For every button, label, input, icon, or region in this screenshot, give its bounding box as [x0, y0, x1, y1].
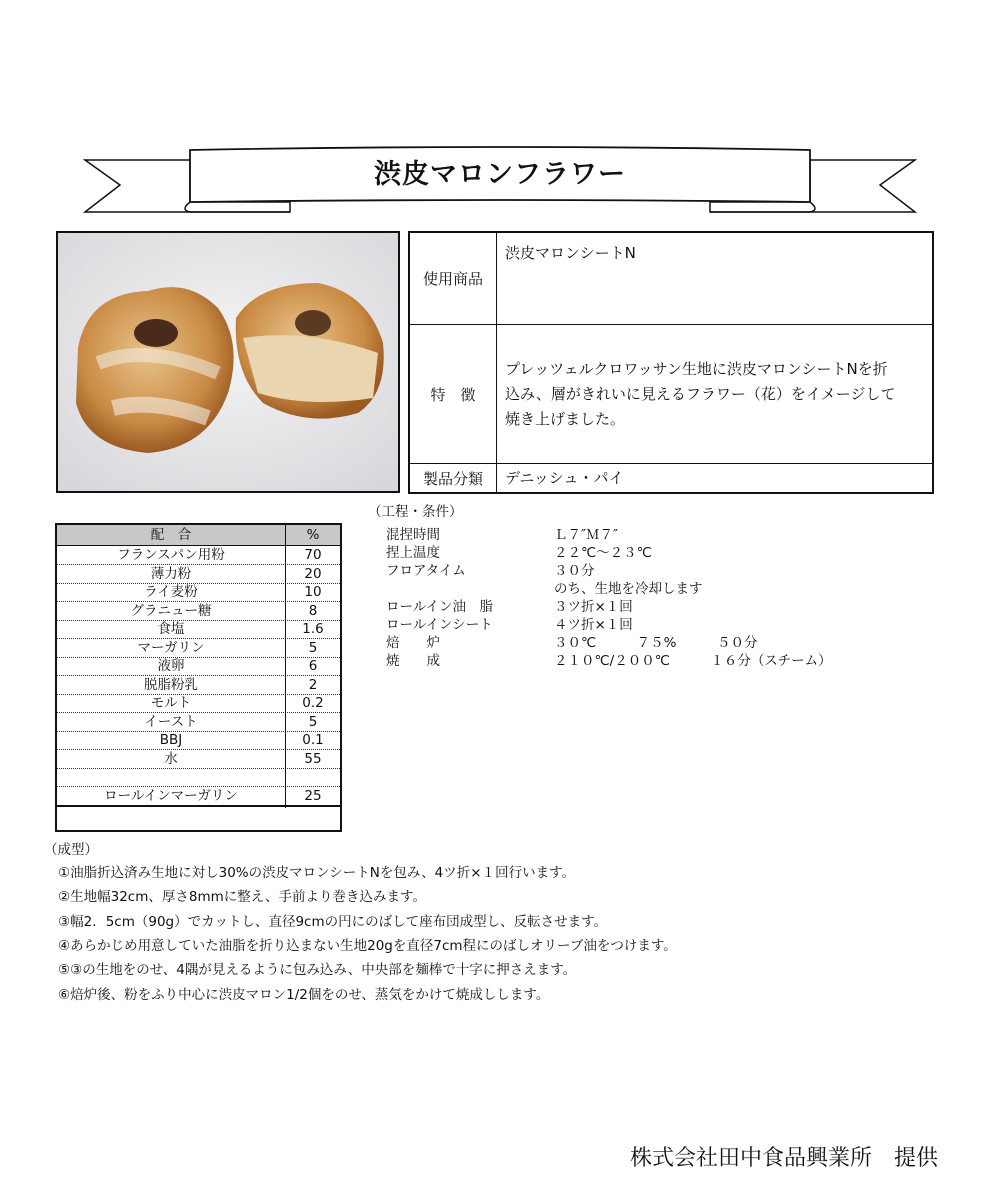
process-value: Ｌ７″Ｍ７″: [554, 527, 619, 543]
category-label: 製品分類: [409, 464, 497, 493]
feature-line: プレッツェルクロワッサン生地に渋皮マロンシートNを折: [505, 360, 888, 379]
process-key: ロールイン油 脂: [386, 599, 494, 615]
recipe-row: [57, 676, 340, 695]
forming-step: ③幅2．5cm（90g）でカットし、直径9cmの円にのばして座布団成型し、反転させます。: [58, 913, 608, 930]
product-value: 渋皮マロンシートN: [497, 232, 934, 325]
process-value: ２１０℃/２００℃ １６分（スチーム）: [554, 653, 832, 669]
recipe-percent: 20: [304, 565, 322, 582]
recipe-ingredient: BBJ: [159, 732, 183, 748]
recipe-row: [57, 731, 340, 750]
recipe-percent: 0.2: [302, 695, 324, 711]
recipe-row: [57, 620, 340, 639]
recipe-row: [57, 583, 340, 602]
process-key: フロアタイム: [386, 563, 466, 579]
feature-label: 特 徴: [409, 325, 497, 464]
recipe-ingredient: ライ麦粉: [144, 584, 198, 600]
recipe-percent: 6: [308, 658, 318, 674]
recipe-table: [55, 523, 342, 832]
forming-step: ⑥焙炉後、粉をふり中心に渋皮マロン1/2個をのせ、蒸気をかけて焼成しします。: [58, 986, 550, 1003]
process-key: 焼 成: [386, 653, 440, 669]
recipe-row: [57, 694, 340, 713]
process-key: ロールインシート: [386, 617, 493, 633]
forming-step: ②生地幅32cm、厚さ8mmに整え、手前より巻き込みます。: [58, 889, 426, 906]
feature-text: [497, 325, 934, 464]
forming-title: （成型）: [44, 842, 98, 858]
recipe-percent: 55: [304, 750, 322, 767]
recipe-ingredient: モルト: [150, 695, 192, 711]
recipe-header-name: 配 合: [150, 527, 192, 543]
recipe-percent: 0.1: [302, 732, 324, 748]
product-label: 使用商品: [409, 232, 497, 325]
recipe-row: [57, 657, 340, 676]
recipe-ingredient: ロールインマーガリン: [104, 787, 238, 804]
recipe-row: [57, 639, 340, 658]
recipe-ingredient: マーガリン: [137, 639, 205, 656]
forming-step: ④あらかじめ用意していた油脂を折り込まない生地20gを直径7cm程にのばしオリーブ油をつけます。: [58, 937, 677, 954]
process-value: ３０分: [554, 563, 595, 579]
feature-line: 焼き上げました。: [505, 410, 626, 429]
recipe-percent: 5: [308, 639, 318, 656]
process-value: ３ツ折×１回: [554, 599, 633, 615]
recipe-row: [57, 787, 340, 805]
recipe-percent: 25: [304, 787, 322, 804]
recipe-ingredient: 薄力粉: [150, 565, 192, 582]
product-info-table: [408, 231, 934, 494]
category-value: デニッシュ・パイ: [497, 464, 934, 493]
recipe-percent: 8: [308, 602, 318, 619]
process-value: のち、生地を冷却します: [554, 581, 703, 597]
page-title: 渋皮マロンフラワー: [374, 159, 626, 190]
credit-text: 株式会社田中食品興業所 提供: [630, 1146, 939, 1171]
recipe-percent: 10: [304, 584, 322, 600]
process-value: ２２℃～２３℃: [554, 545, 652, 561]
recipe-percent: 1.6: [302, 621, 324, 637]
recipe-ingredient: 液卵: [157, 658, 185, 674]
process-value: ３０℃ ７５% ５０分: [554, 635, 758, 651]
recipe-percent: 70: [304, 547, 322, 563]
recipe-ingredient: フランスパン用粉: [117, 547, 225, 563]
recipe-ingredient: グラニュー糖: [130, 602, 212, 619]
process-title: （工程・条件）: [368, 504, 463, 520]
recipe-row: [57, 546, 340, 565]
recipe-row: [57, 768, 340, 787]
recipe-row: [57, 750, 340, 769]
recipe-ingredient: 水: [164, 750, 178, 767]
product-photo: [56, 231, 400, 493]
recipe-row: [57, 602, 340, 621]
recipe-percent: 5: [308, 713, 318, 730]
process-key: 捏上温度: [386, 545, 440, 561]
recipe-row: [57, 713, 340, 732]
recipe-header: [57, 525, 340, 546]
feature-line: 込み、層がきれいに見えるフラワー（花）をイメージして: [505, 385, 896, 404]
recipe-ingredient: イースト: [144, 713, 198, 730]
forming-step: ①油脂折込済み生地に対し30%の渋皮マロンシートNを包み、4ツ折×１回行います。: [58, 865, 575, 881]
recipe-row: [57, 565, 340, 584]
process-value: ４ツ折×１回: [554, 617, 633, 633]
recipe-ingredient: 脱脂粉乳: [144, 676, 198, 693]
process-key: 混捏時間: [386, 527, 440, 543]
forming-step: ⑤③の生地をのせ、4隅が見えるように包み込み、中央部を麺棒で十字に押さえます。: [58, 962, 577, 979]
recipe-header-pct: %: [306, 527, 320, 543]
recipe-percent: 2: [308, 676, 318, 693]
process-key: 焙 炉: [386, 635, 440, 651]
recipe-ingredient: 食塩: [157, 621, 185, 637]
